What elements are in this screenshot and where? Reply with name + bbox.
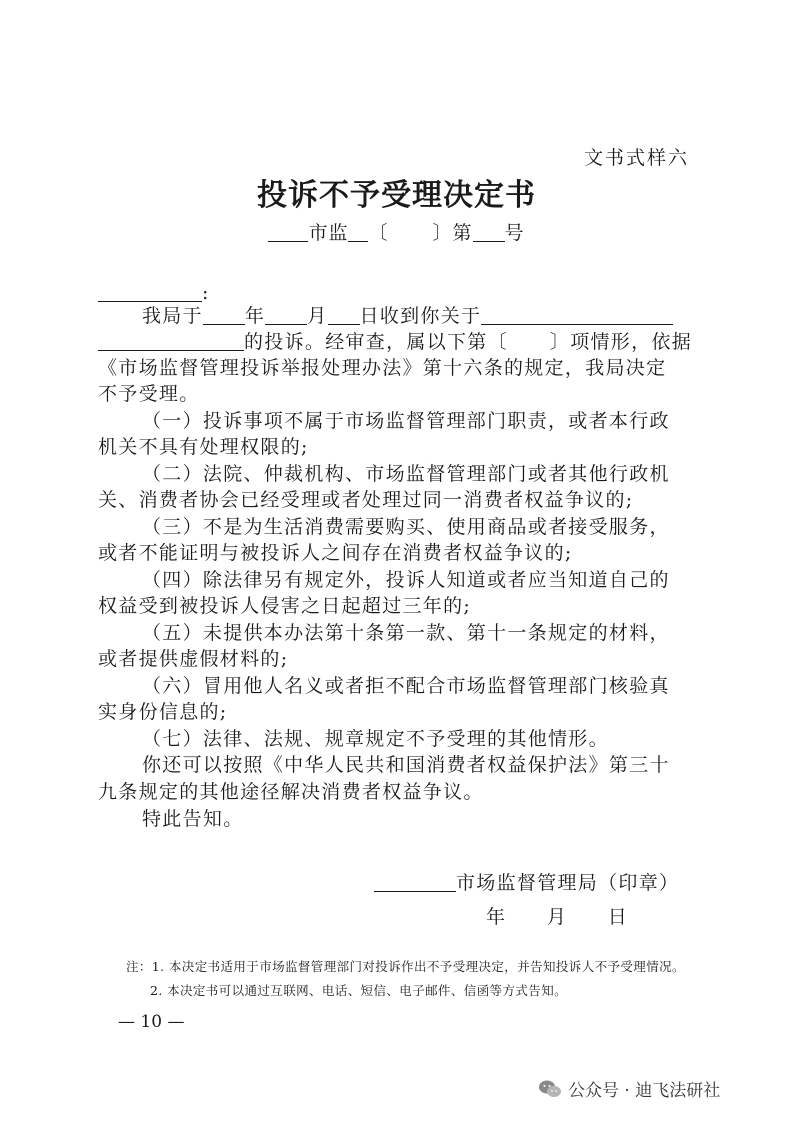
watermark — [538, 1076, 720, 1101]
item-5-line-2: 或者提供虚假材料的; — [98, 648, 289, 670]
text-month: 月 — [307, 305, 328, 327]
remedy-line-2: 九条规定的其他途径解决消费者权益争议。 — [98, 781, 484, 803]
signature-org-text: 市场监督管理局（印章） — [456, 872, 680, 894]
item-1-line-2: 机关不具有处理权限的; — [98, 436, 309, 458]
item-4-line-1: （四）除法律另有规定外，投诉人知道或者应当知道自己的 — [142, 569, 670, 591]
number-part-2: 〔 — [368, 222, 389, 244]
text-complaint-review: 的投诉。经审查，属以下第〔 — [244, 331, 508, 353]
item-2-line-2: 关、消费者协会已经受理或者处理过同一消费者权益争议的; — [98, 489, 634, 511]
blank-year-received — [203, 304, 245, 325]
text-basis: 〕项情形，依据 — [549, 331, 693, 353]
item-6-line-1: （六）冒用他人名义或者拒不配合市场监督管理部门核验真 — [142, 675, 670, 697]
item-2-line-1: （二）法院、仲裁机构、市场监督管理部门或者其他行政机 — [142, 463, 670, 485]
item-3-line-2: 或者不能证明与被投诉人之间存在消费者权益争议的; — [98, 542, 573, 564]
document-title: 投诉不予受理决定书 — [257, 178, 536, 213]
item-4-line-2: 权益受到被投诉人侵害之日起超过三年的; — [98, 595, 472, 617]
document-number — [0, 218, 793, 245]
blank-day-received — [328, 304, 360, 325]
blank-recipient — [98, 281, 202, 302]
text-regarding: 日收到你关于 — [359, 305, 482, 327]
blank-serial — [473, 221, 505, 242]
signature-date: 年 月 日 — [486, 906, 629, 928]
number-part-3: 〕第 — [432, 222, 473, 244]
body-line-2 — [98, 329, 692, 355]
sample-label: 文书式样六 — [584, 147, 690, 169]
note-1: 注：1. 本决定书适用于市场监督管理部门对投诉作出不予受理决定，并告知投诉人不予受理情况。 — [126, 959, 685, 974]
blank-prefix — [268, 221, 308, 242]
remedy-line-1: 你还可以按照《中华人民共和国消费者权益保护法》第三十 — [142, 754, 670, 776]
page-number: — 10 — — [118, 1012, 185, 1032]
blank-complaint-subject — [481, 304, 673, 325]
blank-agency-name — [374, 871, 456, 892]
blank-month-received — [265, 304, 307, 325]
closing-line: 特此告知。 — [142, 808, 244, 830]
text-received: 我局于 — [142, 305, 203, 327]
signature-org — [374, 870, 679, 896]
item-6-line-2: 实身份信息的; — [98, 701, 228, 723]
note-2: 2. 本决定书可以通过互联网、电话、短信、电子邮件、信函等方式告知。 — [150, 983, 568, 998]
item-5-line-1: （五）未提供本办法第十条第一款、第十一条规定的材料， — [142, 622, 670, 644]
number-part-4: 号 — [504, 222, 525, 244]
body-line-4: 不予受理。 — [98, 383, 200, 405]
item-7-line: （七）法律、法规、规章规定不予受理的其他情形。 — [142, 728, 609, 750]
text-year: 年 — [244, 305, 266, 327]
item-1-line-1: （一）投诉事项不属于市场监督管理部门职责，或者本行政 — [142, 410, 670, 432]
wechat-icon — [538, 1079, 562, 1099]
watermark-text: 公众号 · 迪飞法研社 — [568, 1081, 721, 1101]
salutation-colon: : — [202, 282, 210, 304]
blank-abbrev — [348, 221, 368, 242]
body-line-3: 《市场监督管理投诉举报处理办法》第十六条的规定，我局决定 — [98, 357, 667, 379]
blank-complaint-subject-cont — [98, 330, 244, 351]
number-part-1: 市监 — [308, 222, 349, 244]
item-3-line-1: （三）不是为生活消费需要购买、使用商品或者接受服务， — [142, 516, 670, 538]
body-line-1 — [142, 303, 673, 329]
